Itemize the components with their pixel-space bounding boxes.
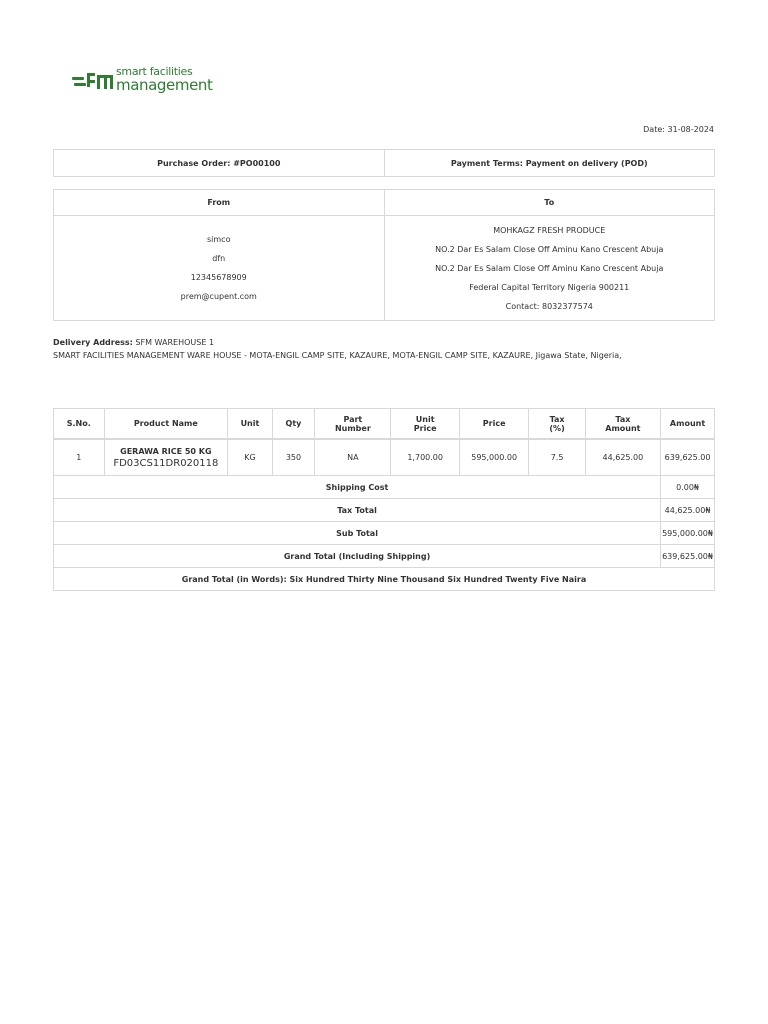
tax-total-value: 44,625.00₦ <box>661 499 715 522</box>
delivery-label: Delivery Address: <box>53 338 133 347</box>
from-line: dfn <box>212 254 226 263</box>
cell-tax-pct: 7.5 <box>529 439 585 476</box>
cell-part-number: NA <box>315 439 391 476</box>
grand-total-row <box>54 545 715 568</box>
col-sno: S.No. <box>54 409 105 440</box>
table-row <box>54 439 715 476</box>
to-heading: To <box>384 190 715 216</box>
from-line: prem@cupent.com <box>180 292 257 301</box>
cell-tax-amount: 44,625.00 <box>585 439 660 476</box>
cell-qty: 350 <box>272 439 315 476</box>
tax-total-row <box>54 499 715 522</box>
from-line: 12345678909 <box>190 273 247 282</box>
logo-line-2: management <box>116 76 213 94</box>
to-line: Contact: 8032377574 <box>505 301 593 311</box>
from-to-table <box>53 189 715 321</box>
product-name: GERAWA RICE 50 KG <box>120 446 212 456</box>
purchase-order-number: Purchase Order: #PO00100 <box>54 150 385 177</box>
product-code: FD03CS11DR020118 <box>113 457 219 469</box>
col-unit: Unit <box>228 409 273 440</box>
shipping-label: Shipping Cost <box>54 476 661 499</box>
sub-total-value: 595,000.00₦ <box>661 522 715 545</box>
from-address <box>54 216 385 321</box>
grand-total-words-row <box>54 568 715 591</box>
to-line: MOHKAGZ FRESH PRODUCE <box>493 225 606 235</box>
logo-wordmark <box>116 66 212 93</box>
col-price: Price <box>459 409 529 440</box>
col-tax-amount: Tax Amount <box>585 409 660 440</box>
document-date: Date: 31-08-2024 <box>643 125 714 134</box>
tax-total-label: Tax Total <box>54 499 661 522</box>
delivery-address-block <box>53 336 622 362</box>
from-line: simco <box>207 235 231 244</box>
sub-total-label: Sub Total <box>54 522 661 545</box>
company-logo <box>72 66 232 98</box>
sfm-logo-mark-icon <box>72 69 114 95</box>
col-tax-pct: Tax (%) <box>529 409 585 440</box>
delivery-address: SMART FACILITIES MANAGEMENT WARE HOUSE - MOTA-ENGIL CAMP SITE, KAZAURE, MOTA-ENGIL CAMP SITE, KAZAURE, Jigawa State, Nigeria, <box>53 351 622 360</box>
cell-amount: 639,625.00 <box>661 439 715 476</box>
col-qty: Qty <box>272 409 315 440</box>
cell-unit: KG <box>228 439 273 476</box>
shipping-row <box>54 476 715 499</box>
cell-price: 595,000.00 <box>459 439 529 476</box>
items-table <box>53 408 715 591</box>
payment-terms: Payment Terms: Payment on delivery (POD) <box>384 150 715 177</box>
to-line: NO.2 Dar Es Salam Close Off Aminu Kano Crescent Abuja <box>435 244 664 254</box>
from-heading: From <box>54 190 385 216</box>
grand-total-value: 639,625.00₦ <box>661 545 715 568</box>
cell-sno: 1 <box>54 439 105 476</box>
col-part-number: Part Number <box>315 409 391 440</box>
grand-total-label: Grand Total (Including Shipping) <box>54 545 661 568</box>
items-header-row <box>54 409 715 440</box>
shipping-value: 0.00₦ <box>661 476 715 499</box>
cell-unit-price: 1,700.00 <box>391 439 459 476</box>
col-amount: Amount <box>661 409 715 440</box>
to-address <box>384 216 715 321</box>
to-line: NO.2 Dar Es Salam Close Off Aminu Kano Crescent Abuja <box>435 263 664 273</box>
delivery-name: SFM WAREHOUSE 1 <box>135 338 215 347</box>
order-header-table <box>53 149 715 177</box>
col-product: Product Name <box>104 409 228 440</box>
logo-line-1: smart facilities <box>116 65 193 78</box>
to-line: Federal Capital Territory Nigeria 900211 <box>469 282 630 292</box>
col-unit-price: Unit Price <box>391 409 459 440</box>
cell-product <box>104 439 228 476</box>
sub-total-row <box>54 522 715 545</box>
grand-total-words: Grand Total (in Words): Six Hundred Thirty Nine Thousand Six Hundred Twenty Five Naira <box>54 568 715 591</box>
